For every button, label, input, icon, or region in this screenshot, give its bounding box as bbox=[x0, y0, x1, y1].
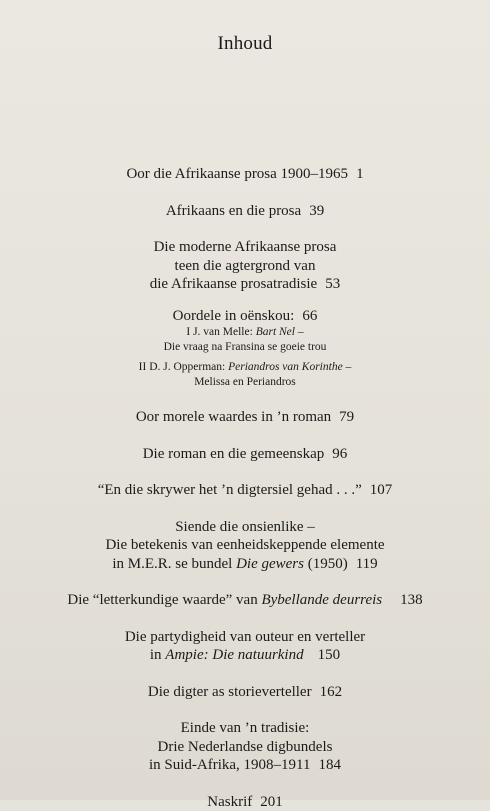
toc-entry-title: Oor die Afrikaanse prosa 1900–1965 bbox=[126, 166, 348, 182]
toc-entry-title: Oordele in oënskou: bbox=[173, 308, 295, 324]
toc-entry-page: 162 bbox=[320, 684, 343, 700]
toc-entry-3 bbox=[0, 238, 490, 294]
toc-entry-page: 150 bbox=[318, 647, 341, 663]
toc-entry-line: Die moderne Afrikaanse prosa bbox=[0, 238, 490, 257]
toc-entry-7 bbox=[0, 481, 490, 500]
toc-subentry-line: Die vraag na Fransina se goeie trou bbox=[0, 340, 490, 355]
toc-entry-italic-title: Bybellande deurreis bbox=[261, 592, 382, 608]
toc-entry-page: 119 bbox=[356, 556, 378, 572]
toc-entry-line: in Suid-Afrika, 1908–1911 bbox=[149, 757, 311, 773]
toc-entry-title: Die roman en die gemeenskap bbox=[143, 446, 325, 462]
toc-entry-italic-title: Die gewers bbox=[236, 556, 304, 572]
toc-entry-title: Die “letterkundige waarde” van bbox=[67, 592, 257, 608]
toc-entry-line: Die partydigheid van outeur en verteller bbox=[0, 628, 490, 647]
toc-subentry-italic-title: Bart Nel bbox=[256, 326, 295, 338]
toc-entry-line: teen die agtergrond van bbox=[0, 257, 490, 276]
toc-entry-line: (1950) bbox=[308, 556, 348, 572]
toc-entry-12 bbox=[0, 719, 490, 775]
toc-entry-title: Afrikaans en die prosa bbox=[166, 203, 301, 219]
toc-entry-page: 184 bbox=[319, 757, 342, 773]
toc-entry-13 bbox=[0, 793, 490, 811]
toc-entry-11 bbox=[0, 683, 490, 702]
toc-entry-title: Naskrif bbox=[207, 794, 252, 810]
toc-subentry-dash: – bbox=[298, 326, 304, 338]
toc-entry-page: 1 bbox=[356, 166, 364, 182]
toc-subentry-prefix: II D. J. Opperman: bbox=[139, 361, 226, 373]
toc-entry-title: Oor morele waardes in ’n roman bbox=[136, 409, 331, 425]
toc-entry-line: Drie Nederlandse digbundels bbox=[0, 738, 490, 757]
toc-entry-5 bbox=[0, 408, 490, 427]
toc-subentry-1 bbox=[0, 325, 490, 355]
page-title: Inhoud bbox=[0, 33, 490, 55]
toc-entry-title: Die digter as storieverteller bbox=[148, 684, 312, 700]
toc-entry-italic-title: Ampie: Die natuurkind bbox=[165, 647, 303, 663]
toc-subentry-prefix: I J. van Melle: bbox=[186, 326, 252, 338]
toc-subentry-italic-title: Periandros van Korinthe bbox=[228, 361, 343, 373]
toc-entry-page: 39 bbox=[309, 203, 324, 219]
table-of-contents bbox=[0, 165, 490, 811]
toc-entry-8 bbox=[0, 518, 490, 574]
toc-entry-page: 66 bbox=[302, 308, 317, 324]
toc-entry-2 bbox=[0, 202, 490, 221]
toc-entry-page: 79 bbox=[339, 409, 354, 425]
toc-subentry-dash: – bbox=[346, 361, 352, 373]
toc-entry-page: 96 bbox=[332, 446, 347, 462]
toc-entry-line: in bbox=[150, 647, 162, 663]
toc-entry-page: 138 bbox=[400, 592, 423, 608]
toc-subentry-2 bbox=[0, 360, 490, 390]
toc-entry-line: Siende die onsienlike – bbox=[0, 518, 490, 537]
toc-entry-line: Die betekenis van eenheidskeppende elemente bbox=[0, 536, 490, 555]
toc-entry-page: 201 bbox=[260, 794, 283, 810]
toc-entry-6 bbox=[0, 445, 490, 464]
toc-entry-page: 107 bbox=[370, 482, 393, 498]
toc-entry-line: die Afrikaanse prosatradisie bbox=[150, 276, 317, 292]
toc-entry-1 bbox=[0, 165, 490, 184]
toc-subentry-line: Melissa en Periandros bbox=[0, 375, 490, 390]
toc-entry-page: 53 bbox=[325, 276, 340, 292]
toc-entry-title: “En die skrywer het ’n digtersiel gehad . . .” bbox=[98, 482, 362, 498]
toc-entry-4 bbox=[0, 307, 490, 326]
toc-entry-line: Einde van ’n tradisie: bbox=[0, 719, 490, 738]
toc-entry-line: in M.E.R. se bundel bbox=[112, 556, 232, 572]
toc-entry-10 bbox=[0, 628, 490, 665]
toc-entry-9 bbox=[0, 591, 490, 610]
